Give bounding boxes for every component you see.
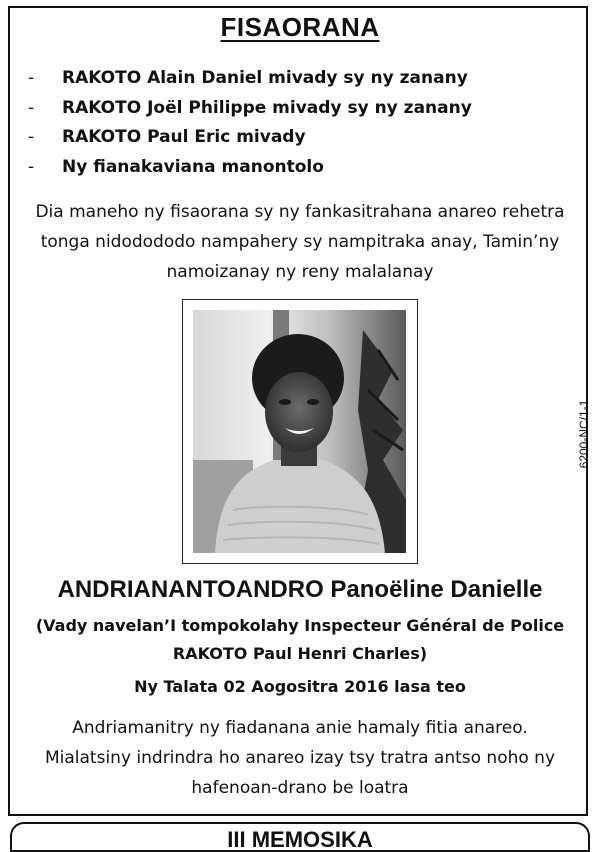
closing-paragraph bbox=[0, 713, 600, 803]
list-item bbox=[28, 153, 472, 183]
dash-bullet: - bbox=[28, 127, 35, 147]
dash-bullet: - bbox=[28, 68, 35, 88]
family-member: RAKOTO Paul Eric mivady bbox=[62, 127, 306, 147]
closing-line: Andriamanitry ny fiadanana anie hamaly fitia anareo. bbox=[72, 718, 528, 738]
widower-line: (Vady navelan’I tompokolahy Inspecteur Général de Police bbox=[35, 616, 565, 635]
date-line: Ny Talata 02 Aogositra 2016 lasa teo bbox=[134, 677, 466, 696]
next-notice-strip bbox=[10, 822, 590, 852]
next-notice-title: III MEMOSIKA bbox=[227, 827, 373, 852]
reference-code: 6200-NC/1-1 bbox=[577, 399, 591, 469]
deceased-name: ANDRIANANTOANDRO Panoëline Danielle bbox=[57, 576, 543, 603]
closing-line: hafenoan-drano be loatra bbox=[191, 778, 409, 798]
thanks-paragraph bbox=[0, 197, 600, 287]
closing-line: Mialatsiny indrindra ho anareo izay tsy tratra antso noho ny bbox=[44, 748, 556, 768]
family-member: RAKOTO Joël Philippe mivady sy ny zanany bbox=[62, 97, 472, 118]
thanks-line: tonga nidodododo nampahery sy nampitraka anay, Tamin’ny bbox=[40, 232, 560, 252]
widower-name: RAKOTO Paul Henri Charles) bbox=[172, 644, 428, 663]
family-member: Ny fianakaviana manontolo bbox=[62, 156, 324, 177]
family-list bbox=[28, 64, 472, 182]
thanks-line: Dia maneho ny fisaorana sy ny fankasitrahana anareo rehetra bbox=[35, 202, 565, 222]
list-item bbox=[28, 64, 472, 94]
family-member: RAKOTO Alain Daniel mivady sy ny zanany bbox=[62, 68, 468, 88]
list-item bbox=[28, 123, 472, 153]
thanks-line: namoizanay ny reny malalanay bbox=[166, 262, 434, 282]
dash-bullet: - bbox=[28, 97, 35, 118]
portrait-frame bbox=[182, 299, 418, 564]
list-item bbox=[28, 94, 472, 124]
notice-title: FISAORANA bbox=[220, 12, 380, 42]
dash-bullet: - bbox=[28, 156, 35, 177]
portrait-photo bbox=[193, 310, 406, 553]
